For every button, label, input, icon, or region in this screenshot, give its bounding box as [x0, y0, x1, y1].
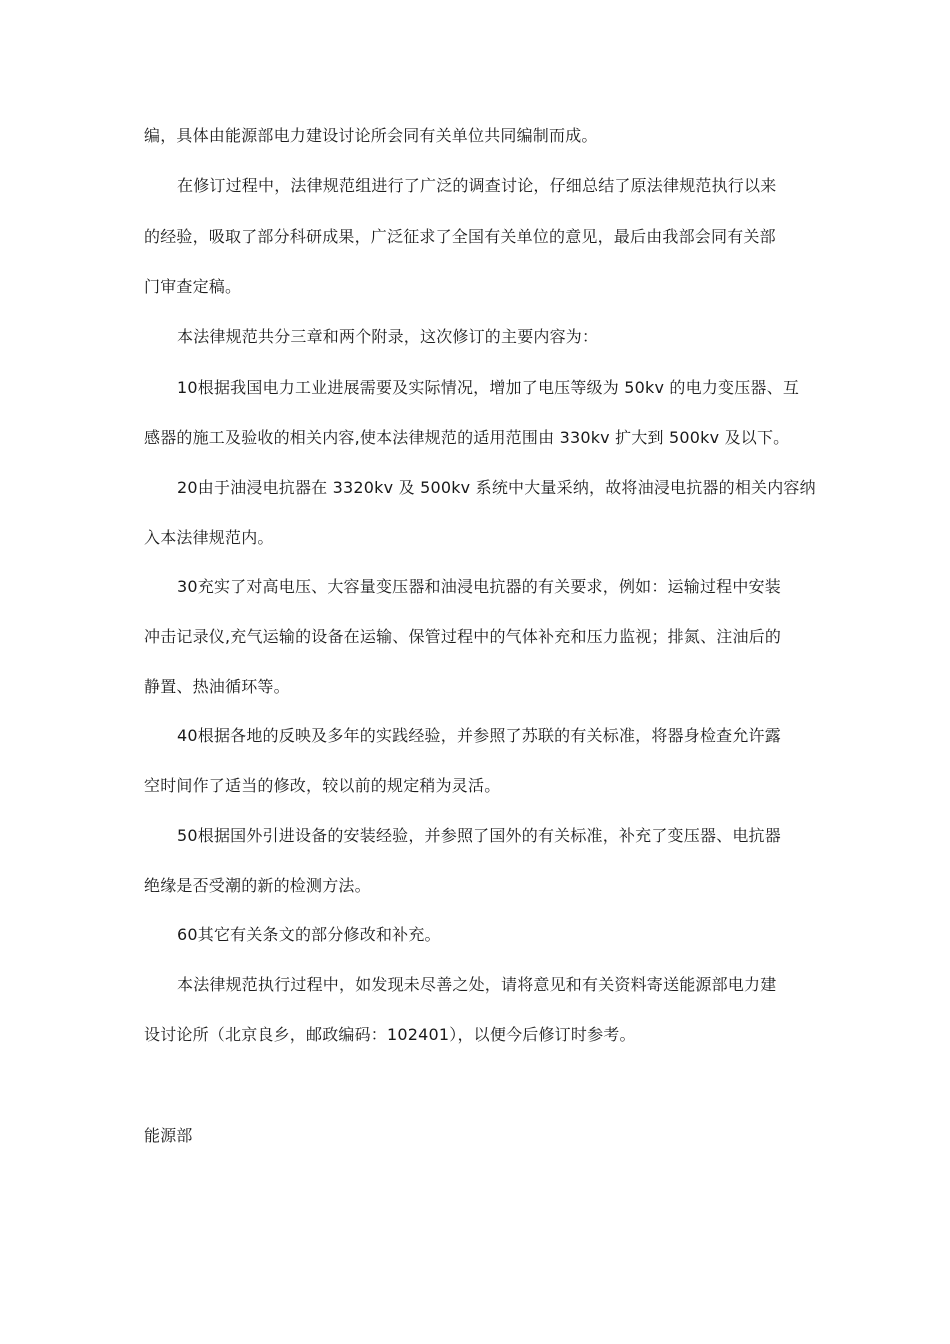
signature: 能源部: [144, 1126, 193, 1145]
text-line: 设讨论所（北京良乡，邮政编码：102401），以便今后修订时参考。: [144, 1025, 636, 1044]
text-line: 编，具体由能源部电力建设讨论所会同有关单位共同编制而成。: [144, 126, 598, 145]
text-line: 本法律规范执行过程中，如发现未尽善之处，请将意见和有关资料寄送能源部电力建: [177, 975, 777, 994]
text-line: 的经验，吸取了部分科研成果，广泛征求了全国有关单位的意见，最后由我部会同有关部: [144, 227, 776, 246]
text-line: 20由于油浸电抗器在 3320kv 及 500kv 系统中大量采纳，故将油浸电抗器的相关内容纳: [177, 478, 816, 497]
text-line: 空时间作了适当的修改，较以前的规定稍为灵活。: [144, 776, 501, 795]
text-line: 门审查定稿。: [144, 277, 242, 296]
text-line: 60其它有关条文的部分修改和补充。: [177, 925, 441, 944]
text-line: 感器的施工及验收的相关内容,使本法律规范的适用范围由 330kv 扩大到 500kv 及以下。: [144, 428, 790, 447]
text-line: 绝缘是否受潮的新的检测方法。: [144, 876, 371, 895]
text-line: 50根据国外引进设备的安装经验，并参照了国外的有关标准，补充了变压器、电抗器: [177, 826, 781, 845]
text-line: 冲击记录仪,充气运输的设备在运输、保管过程中的气体补充和压力监视；排氮、注油后的: [144, 627, 782, 646]
text-line: 30充实了对高电压、大容量变压器和油浸电抗器的有关要求，例如：运输过程中安装: [177, 577, 781, 596]
text-line: 静置、热油循环等。: [144, 677, 290, 696]
text-line: 在修订过程中，法律规范组进行了广泛的调查讨论，仔细总结了原法律规范执行以来: [177, 176, 777, 195]
text-line: 10根据我国电力工业进展需要及实际情况，增加了电压等级为 50kv 的电力变压器、互: [177, 378, 800, 397]
text-line: 入本法律规范内。: [144, 528, 274, 547]
text-line: 40根据各地的反映及多年的实践经验，并参照了苏联的有关标准，将器身检查允许露: [177, 726, 781, 745]
text-line: 本法律规范共分三章和两个附录，这次修订的主要内容为：: [177, 327, 599, 346]
